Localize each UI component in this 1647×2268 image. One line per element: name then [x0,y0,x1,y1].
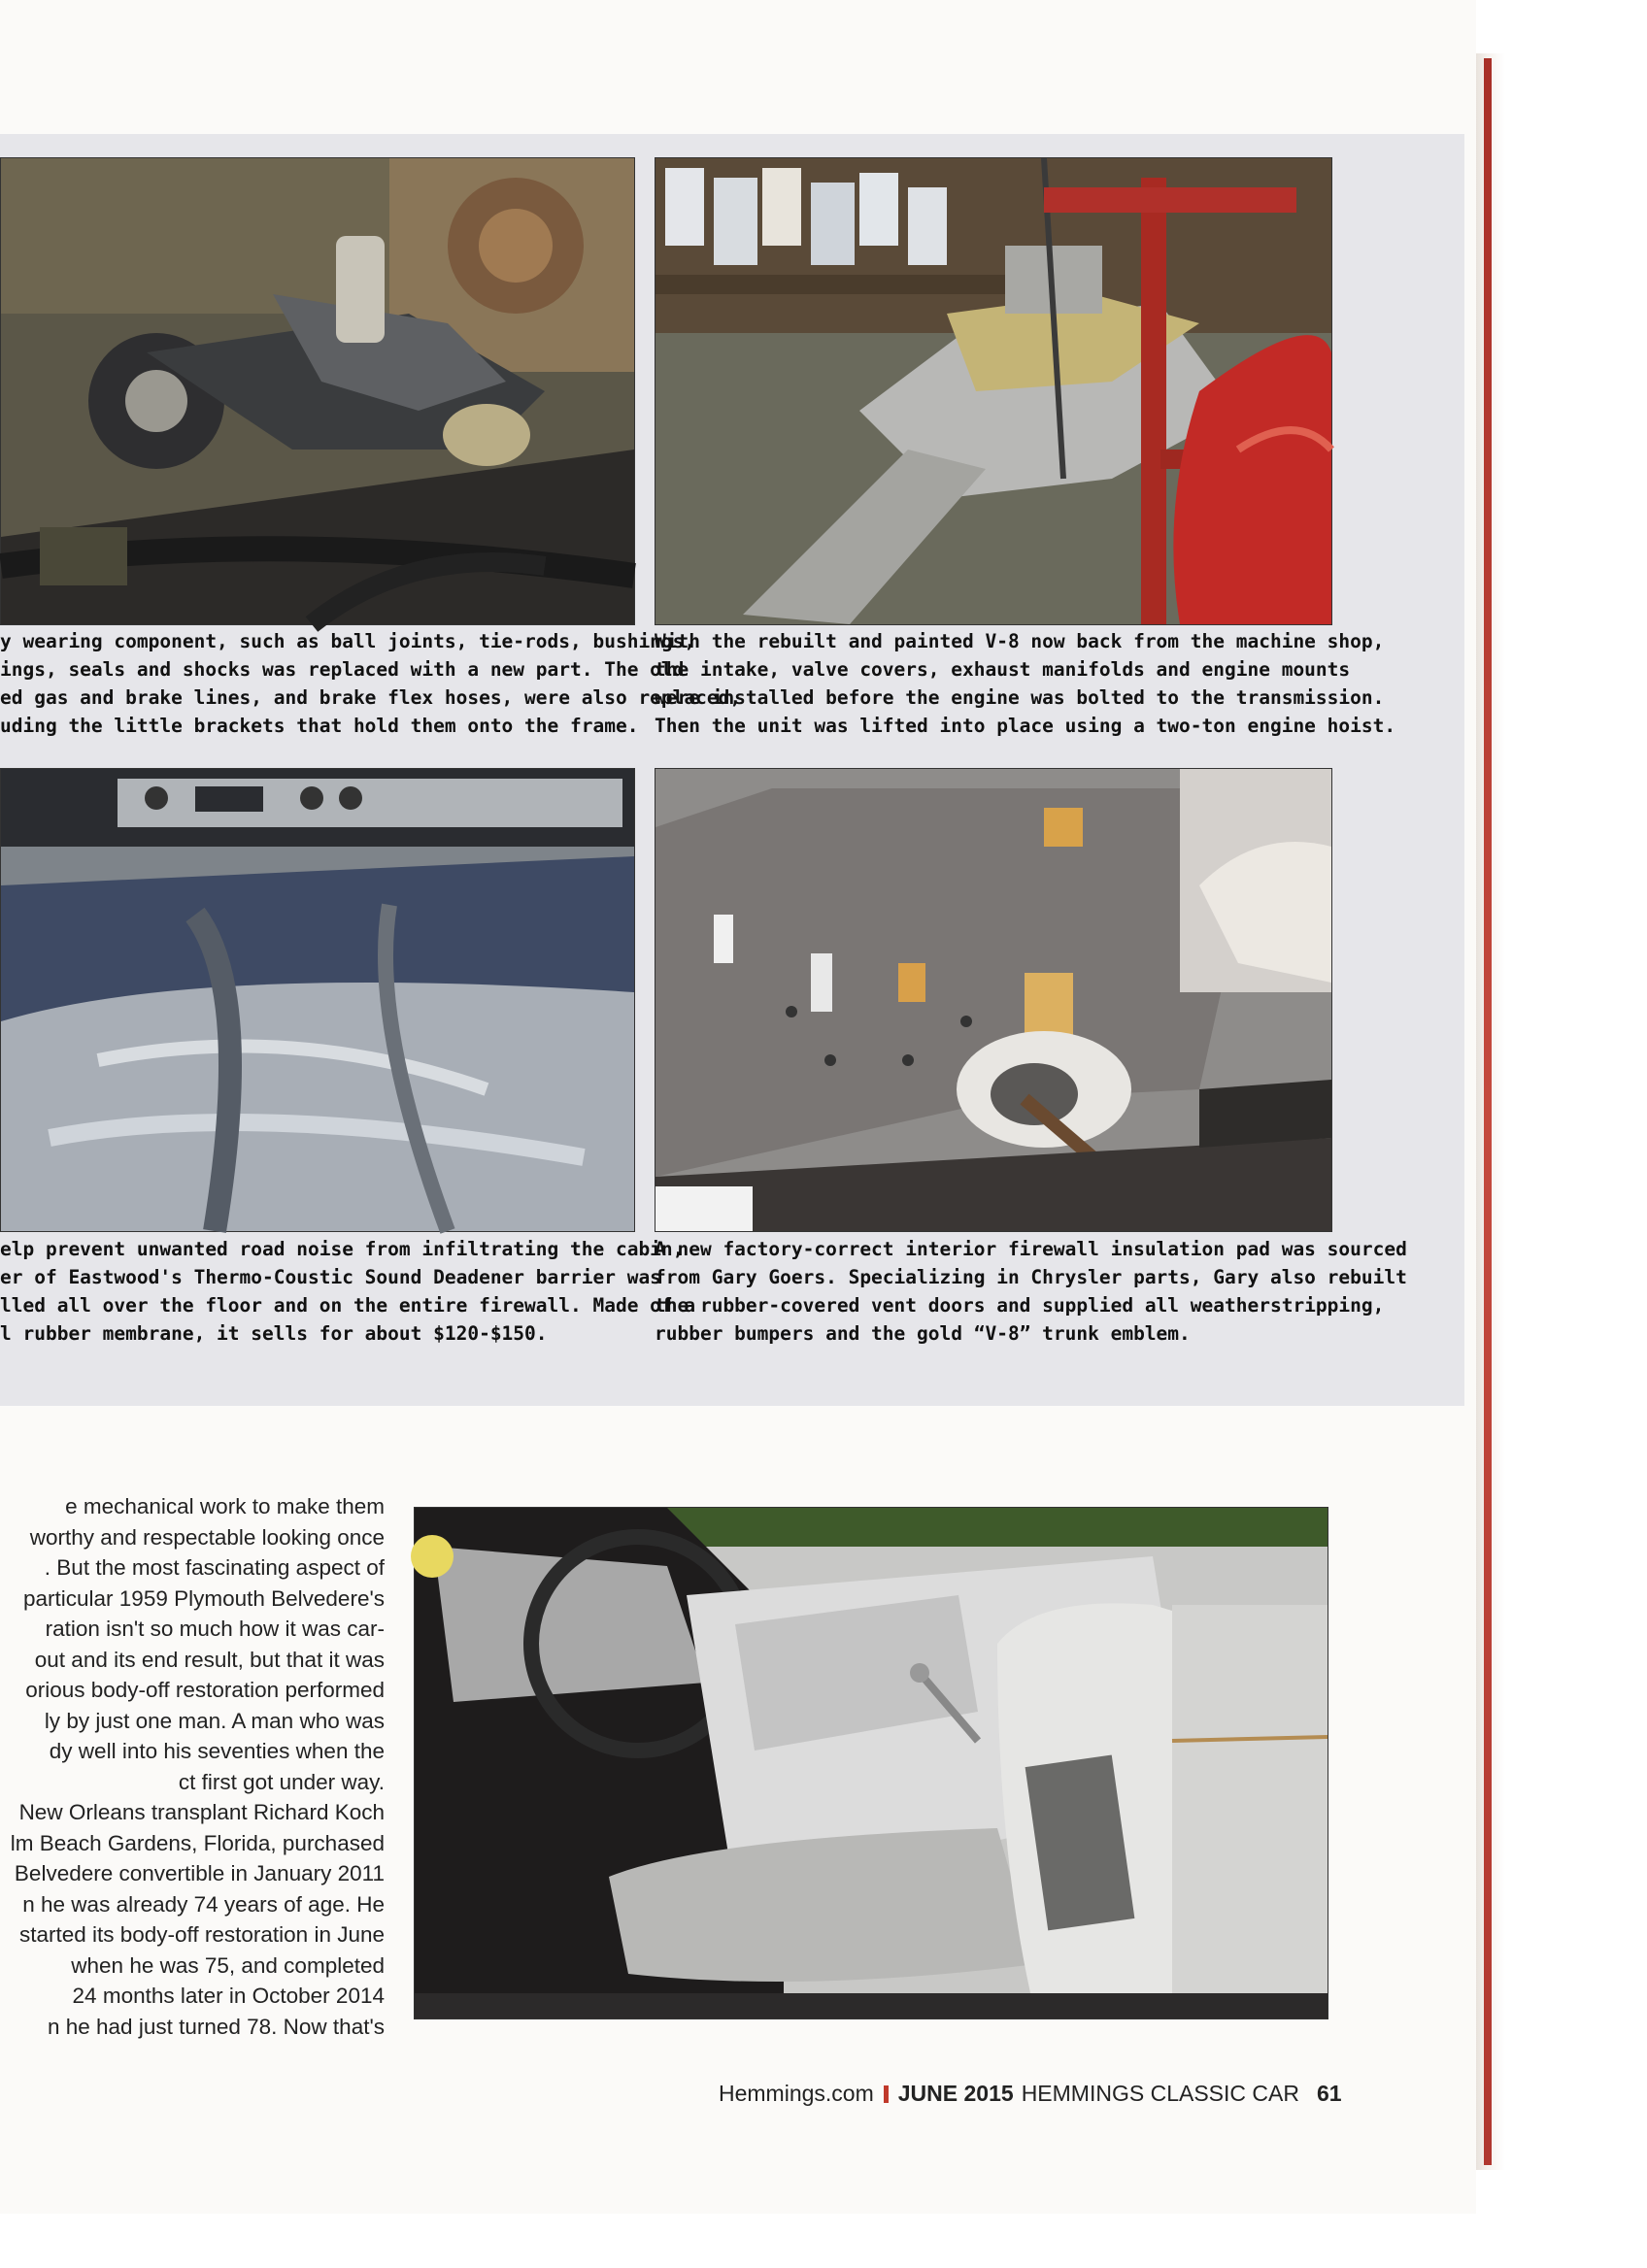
page-footer [719,2081,1398,2107]
article-body-text: e mechanical work to make them worthy and respectable looking once . But the most fascinating aspect of particular 1959 Plymouth Belvedere's ration isn't so much how it was car- out and its end result, but that it was orious body-off restoration performed ly by just one man. A man who was dy well into his seventies when the ct first got under way. New Orleans transplant Richard Koch lm Beach Gardens, Florida, purchased Belvedere convertible in January 2011 n he was already 74 years of age. He started its body-off restoration in June when he was 75, and completed 24 months later in October 2014 n he had just turned 78. Now that's [10,1494,385,2039]
engine-photo [655,157,1332,625]
caption-sound-deadener: elp prevent unwanted road noise from infiltrating the cabin, er of Eastwood's Thermo-Coustic Sound Deadener barrier was lled all over the floor and on the entire firewall. Made of a l rubber membrane, it sells for about $120-$150. [0,1238,696,1345]
interior-photo [414,1507,1328,2019]
next-page-edge [1484,58,1492,2165]
caption-firewall: A new factory-correct interior firewall insulation pad was sourced from Gary Goers. Specializing in Chrysler parts, Gary also rebuilt the rubber-covered vent doors and supplied all weatherstripping, rubber bumpers and the gold “V-8” trunk emblem. [655,1238,1407,1345]
sound-deadener-photo [0,768,635,1232]
footer-site: Hemmings.com [719,2081,874,2106]
caption-engine: With the rebuilt and painted V-8 now back from the machine shop, the intake, valve covers, exhaust manifolds and engine mounts were installed before the engine was bolted to the transmission. Then the unit was lifted into place using a two-ton engine hoist. [655,630,1396,737]
footer-publication: HEMMINGS CLASSIC CAR [1021,2081,1299,2106]
page-number: 61 [1316,2081,1342,2106]
suspension-photo [0,157,635,625]
footer-issue-date: JUNE 2015 [897,2081,1014,2106]
firewall-photo [655,768,1332,1232]
caption-suspension: y wearing component, such as ball joints, tie-rods, bushings, ings, seals and shocks was replaced with a new part. The old ed gas and brake lines, and brake flex hoses, were also replaced, uding the little brackets that hold them onto the frame. [0,630,742,737]
footer-separator [884,2085,889,2103]
